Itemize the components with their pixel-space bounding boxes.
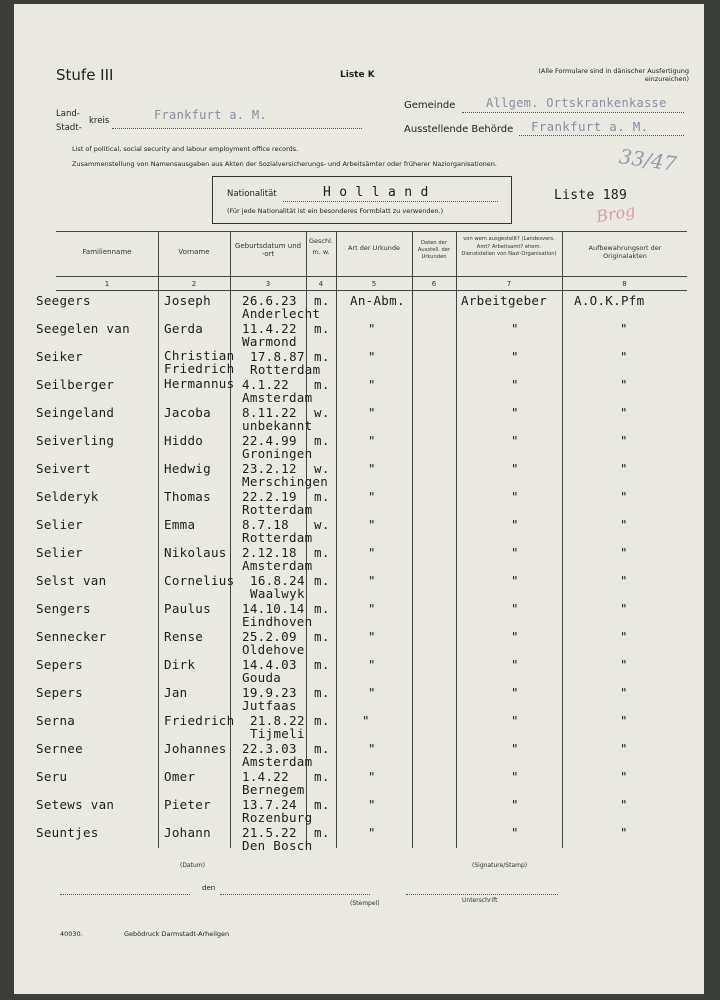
family-name: Seiverling bbox=[36, 433, 115, 448]
birth-date: 4.1.22 bbox=[242, 377, 289, 392]
first-name: Rense bbox=[164, 629, 204, 644]
record-type: " bbox=[368, 461, 376, 476]
birth-date: 22.3.03 bbox=[242, 741, 297, 756]
birth-date: 19.9.23 bbox=[242, 685, 297, 700]
col-header-familienname: Familienname bbox=[82, 248, 132, 256]
pencil-mark: 33/47 bbox=[617, 144, 679, 176]
table-row bbox=[14, 685, 704, 713]
birth-place: Amsterdam bbox=[242, 754, 313, 769]
table-number-rule bbox=[56, 290, 687, 291]
birth-date: 23.2.12 bbox=[242, 461, 297, 476]
record-type: An-Abm. bbox=[350, 293, 405, 308]
storage-location: " bbox=[620, 321, 628, 336]
place-line bbox=[60, 894, 190, 895]
first-name: Emma bbox=[164, 517, 196, 532]
birth-place: Rotterdam bbox=[242, 530, 313, 545]
sex: w. bbox=[314, 461, 330, 476]
table-row bbox=[14, 545, 704, 573]
sex: m. bbox=[314, 685, 330, 700]
birth-date: 13.7.24 bbox=[242, 797, 297, 812]
printer-imprint: Gebödruck Darmstadt-Arheilgen bbox=[124, 930, 230, 938]
record-type: " bbox=[368, 573, 376, 588]
sex: m. bbox=[314, 321, 330, 336]
record-type: " bbox=[368, 741, 376, 756]
storage-location: A.O.K.Pfm bbox=[574, 293, 645, 308]
birth-place: Gouda bbox=[242, 670, 282, 685]
gemeinde-label: Gemeinde bbox=[404, 100, 456, 111]
record-type: " bbox=[368, 657, 376, 672]
first-name: Jacoba bbox=[164, 405, 211, 420]
record-type: " bbox=[368, 433, 376, 448]
stufe-title: Stufe III bbox=[56, 66, 114, 84]
birth-place: Anderlecht bbox=[242, 306, 321, 321]
storage-location: " bbox=[620, 825, 628, 840]
sex: m. bbox=[314, 713, 330, 728]
sex: m. bbox=[314, 741, 330, 756]
table-row bbox=[14, 489, 704, 517]
issuer: " bbox=[511, 713, 519, 728]
land-label: Land- bbox=[56, 109, 80, 119]
family-name: Selderyk bbox=[36, 489, 99, 504]
birth-date: 21.5.22 bbox=[242, 825, 297, 840]
unterschrift-caption: Unterschrift bbox=[462, 897, 498, 904]
family-name: Seivert bbox=[36, 461, 91, 476]
issuer: " bbox=[511, 517, 519, 532]
sex: m. bbox=[314, 573, 330, 588]
storage-location: " bbox=[620, 741, 628, 756]
family-name: Seegelen van bbox=[36, 321, 130, 336]
record-type: " bbox=[368, 825, 376, 840]
record-type: " bbox=[368, 321, 376, 336]
birth-date: 1.4.22 bbox=[242, 769, 289, 784]
sex: m. bbox=[314, 797, 330, 812]
kreis-label: kreis bbox=[89, 116, 110, 126]
birth-place: Den Bosch bbox=[242, 838, 313, 853]
storage-location: " bbox=[620, 685, 628, 700]
stempel-caption: (Stempel) bbox=[350, 900, 380, 907]
col-number-2: 2 bbox=[191, 280, 197, 288]
sex: m. bbox=[314, 769, 330, 784]
sex: m. bbox=[314, 489, 330, 504]
issuer: " bbox=[511, 825, 519, 840]
birth-date: 21.8.22 bbox=[250, 713, 305, 728]
first-name: Omer bbox=[164, 769, 196, 784]
table-top-rule bbox=[56, 231, 687, 232]
first-name: Jan bbox=[164, 685, 188, 700]
gemeinde-value: Allgem. Ortskrankenkasse bbox=[486, 96, 667, 110]
issuer: Arbeitgeber bbox=[461, 293, 548, 308]
table-row bbox=[14, 321, 704, 349]
birth-place: Jutfaas bbox=[242, 698, 297, 713]
record-type: " bbox=[362, 713, 370, 728]
col-header-aussteller: von wem ausgestellt? (Landesvers. Amt? Arbeitsamt? ehem. Dienststellen von Nazi-Organisation) bbox=[461, 236, 557, 257]
liste-number: Liste 189 bbox=[554, 188, 628, 203]
birth-place: unbekannt bbox=[242, 418, 313, 433]
liste-title: Liste K bbox=[340, 70, 375, 80]
red-annotation: Brog bbox=[594, 200, 637, 227]
issuer: " bbox=[511, 321, 519, 336]
issuer: " bbox=[511, 769, 519, 784]
family-name: Seilberger bbox=[36, 377, 115, 392]
table-row bbox=[14, 461, 704, 489]
sex: w. bbox=[314, 405, 330, 420]
family-name: Seingeland bbox=[36, 405, 115, 420]
record-type: " bbox=[368, 545, 376, 560]
table-row bbox=[14, 517, 704, 545]
family-name: Sepers bbox=[36, 685, 83, 700]
col-header-geburtsdatum: Geburtsdatum und -ort bbox=[234, 242, 302, 258]
nationality-note: (Für jede Nationalität ist ein besonderes Formblatt zu verwenden.) bbox=[227, 207, 444, 215]
birth-place: Rozenburg bbox=[242, 810, 313, 825]
family-name: Seuntjes bbox=[36, 825, 99, 840]
birth-place: Oldehove bbox=[242, 642, 305, 657]
table-row bbox=[14, 713, 704, 741]
first-name: Cornelius bbox=[164, 573, 235, 588]
issuer: " bbox=[511, 629, 519, 644]
issuer: " bbox=[511, 377, 519, 392]
kreis-value: Frankfurt a. M. bbox=[154, 108, 267, 122]
storage-location: " bbox=[620, 461, 628, 476]
birth-date: 22.4.99 bbox=[242, 433, 297, 448]
sex: m. bbox=[314, 629, 330, 644]
first-name: Hedwig bbox=[164, 461, 211, 476]
family-name: Sennecker bbox=[36, 629, 107, 644]
family-name: Selier bbox=[36, 517, 83, 532]
sex: m. bbox=[314, 293, 330, 308]
issuer: " bbox=[511, 433, 519, 448]
document-sheet bbox=[14, 4, 704, 994]
table-row bbox=[14, 769, 704, 797]
storage-location: " bbox=[620, 517, 628, 532]
birth-place: Groningen bbox=[242, 446, 313, 461]
kreis-line bbox=[112, 128, 362, 129]
issuer: " bbox=[511, 685, 519, 700]
record-type: " bbox=[368, 405, 376, 420]
family-name: Seegers bbox=[36, 293, 91, 308]
birth-date: 14.4.03 bbox=[242, 657, 297, 672]
first-name: Johannes bbox=[164, 741, 227, 756]
family-name: Sepers bbox=[36, 657, 83, 672]
nationality-value: H o l l a n d bbox=[323, 185, 429, 200]
form-number: 40030. bbox=[60, 930, 83, 938]
table-row bbox=[14, 377, 704, 405]
sex: m. bbox=[314, 657, 330, 672]
list-description-de: Zusammenstellung von Namensausgaben aus Akten der Sozialversicherungs- und Arbeitsämter oder früherer Naziorganisationen. bbox=[72, 160, 497, 168]
family-name: Serna bbox=[36, 713, 76, 728]
birth-place: Rotterdam bbox=[250, 362, 321, 377]
date-caption: (Datum) bbox=[180, 862, 205, 869]
signature-caption: (Signature/Stamp) bbox=[472, 862, 528, 869]
storage-location: " bbox=[620, 545, 628, 560]
birth-date: 14.10.14 bbox=[242, 601, 305, 616]
family-name: Sernee bbox=[36, 741, 83, 756]
record-type: " bbox=[368, 377, 376, 392]
nationality-label: Nationalität bbox=[227, 189, 277, 199]
sex: w. bbox=[314, 517, 330, 532]
storage-location: " bbox=[620, 489, 628, 504]
sex: m. bbox=[314, 825, 330, 840]
first-name: Friedrich bbox=[164, 713, 235, 728]
first-name: Johann bbox=[164, 825, 211, 840]
issuer: " bbox=[511, 489, 519, 504]
table-row bbox=[14, 573, 704, 601]
form-note: (Alle Formulare sind in dänischer Ausfertigung einzureichen) bbox=[538, 67, 689, 83]
list-description-en: List of political, social security and labour employment office records. bbox=[72, 145, 299, 153]
col-header-daten: Daten der Ausstell. der Urkunden bbox=[417, 240, 451, 260]
col-header-geschlecht: Geschl. m. w. bbox=[309, 237, 333, 256]
sex: m. bbox=[314, 377, 330, 392]
issuer: " bbox=[511, 461, 519, 476]
col-header-art: Art der Urkunde bbox=[348, 244, 400, 252]
stadt-label: Stadt- bbox=[56, 123, 82, 133]
birth-date: 8.11.22 bbox=[242, 405, 297, 420]
family-name: Seru bbox=[36, 769, 68, 784]
record-type: " bbox=[368, 797, 376, 812]
storage-location: " bbox=[620, 377, 628, 392]
table-row bbox=[14, 629, 704, 657]
col-number-7: 7 bbox=[506, 280, 512, 288]
table-row bbox=[14, 405, 704, 433]
birth-place: Bernegem bbox=[242, 782, 305, 797]
col-number-8: 8 bbox=[622, 280, 627, 288]
storage-location: " bbox=[620, 433, 628, 448]
first-name: Christian Friedrich bbox=[164, 348, 235, 376]
birth-place: Amsterdam bbox=[242, 390, 313, 405]
issuer: " bbox=[511, 741, 519, 756]
behoerde-label: Ausstellende Behörde bbox=[404, 124, 514, 135]
table-row bbox=[14, 601, 704, 629]
family-name: Selier bbox=[36, 545, 83, 560]
family-name: Seiker bbox=[36, 349, 83, 364]
family-name: Setews van bbox=[36, 797, 115, 812]
col-number-5: 5 bbox=[371, 280, 377, 288]
den-label: den bbox=[202, 884, 216, 892]
record-type: " bbox=[368, 517, 376, 532]
record-type: " bbox=[368, 685, 376, 700]
birth-date: 22.2.19 bbox=[242, 489, 297, 504]
signature-line bbox=[406, 894, 558, 895]
birth-date: 25.2.09 bbox=[242, 629, 297, 644]
nationality-box bbox=[212, 176, 512, 224]
record-type: " bbox=[368, 601, 376, 616]
table-row bbox=[14, 293, 704, 321]
storage-location: " bbox=[620, 657, 628, 672]
storage-location: " bbox=[620, 713, 628, 728]
record-type: " bbox=[368, 349, 376, 364]
sex: m. bbox=[314, 601, 330, 616]
birth-place: Tijmeli bbox=[250, 726, 305, 741]
col-number-4: 4 bbox=[318, 280, 324, 288]
birth-place: Waalwyk bbox=[250, 586, 305, 601]
first-name: Dirk bbox=[164, 657, 196, 672]
birth-place: Amsterdam bbox=[242, 558, 313, 573]
storage-location: " bbox=[620, 601, 628, 616]
storage-location: " bbox=[620, 629, 628, 644]
storage-location: " bbox=[620, 769, 628, 784]
sex: m. bbox=[314, 433, 330, 448]
issuer: " bbox=[511, 797, 519, 812]
storage-location: " bbox=[620, 573, 628, 588]
col-header-aufbewahrungsort: Aufbewahrungsort der Originalakten bbox=[588, 244, 662, 260]
issuer: " bbox=[511, 405, 519, 420]
birth-place: Merschingen bbox=[242, 474, 329, 489]
first-name: Hermannus bbox=[164, 376, 235, 391]
birth-date: 16.8.24 bbox=[250, 573, 305, 588]
birth-date: 2.12.18 bbox=[242, 545, 297, 560]
record-type: " bbox=[368, 629, 376, 644]
table-row bbox=[14, 741, 704, 769]
col-header-vorname: Vorname bbox=[178, 248, 210, 256]
sex: m. bbox=[314, 545, 330, 560]
col-number-3: 3 bbox=[265, 280, 271, 288]
gemeinde-line bbox=[462, 112, 684, 113]
birth-place: Rotterdam bbox=[242, 502, 313, 517]
sex: m. bbox=[314, 349, 330, 364]
table-header-rule bbox=[56, 276, 687, 277]
issuer: " bbox=[511, 573, 519, 588]
nationality-line bbox=[283, 201, 498, 202]
issuer: " bbox=[511, 601, 519, 616]
table-row bbox=[14, 349, 704, 377]
first-name: Paulus bbox=[164, 601, 211, 616]
first-name: Joseph bbox=[164, 293, 211, 308]
storage-location: " bbox=[620, 405, 628, 420]
birth-place: Warmond bbox=[242, 334, 297, 349]
date-line bbox=[220, 894, 370, 895]
first-name: Nikolaus bbox=[164, 545, 227, 560]
record-type: " bbox=[368, 489, 376, 504]
table-row bbox=[14, 825, 704, 853]
birth-place: Eindhoven bbox=[242, 614, 313, 629]
col-number-6: 6 bbox=[431, 280, 437, 288]
first-name: Gerda bbox=[164, 321, 204, 336]
first-name: Hiddo bbox=[164, 433, 204, 448]
birth-date: 26.6.23 bbox=[242, 293, 297, 308]
behoerde-value: Frankfurt a. M. bbox=[531, 119, 649, 134]
family-name: Selst van bbox=[36, 573, 107, 588]
storage-location: " bbox=[620, 797, 628, 812]
storage-location: " bbox=[620, 349, 628, 364]
first-name: Thomas bbox=[164, 489, 211, 504]
birth-date: 8.7.18 bbox=[242, 517, 289, 532]
table-row bbox=[14, 433, 704, 461]
first-name: Pieter bbox=[164, 797, 211, 812]
col-number-1: 1 bbox=[104, 280, 110, 288]
record-type: " bbox=[368, 769, 376, 784]
birth-date: 11.4.22 bbox=[242, 321, 297, 336]
table-row bbox=[14, 797, 704, 825]
behoerde-line bbox=[519, 135, 684, 136]
issuer: " bbox=[511, 657, 519, 672]
birth-date: 17.8.87 bbox=[250, 349, 305, 364]
family-name: Sengers bbox=[36, 601, 91, 616]
issuer: " bbox=[511, 349, 519, 364]
issuer: " bbox=[511, 545, 519, 560]
table-row bbox=[14, 657, 704, 685]
